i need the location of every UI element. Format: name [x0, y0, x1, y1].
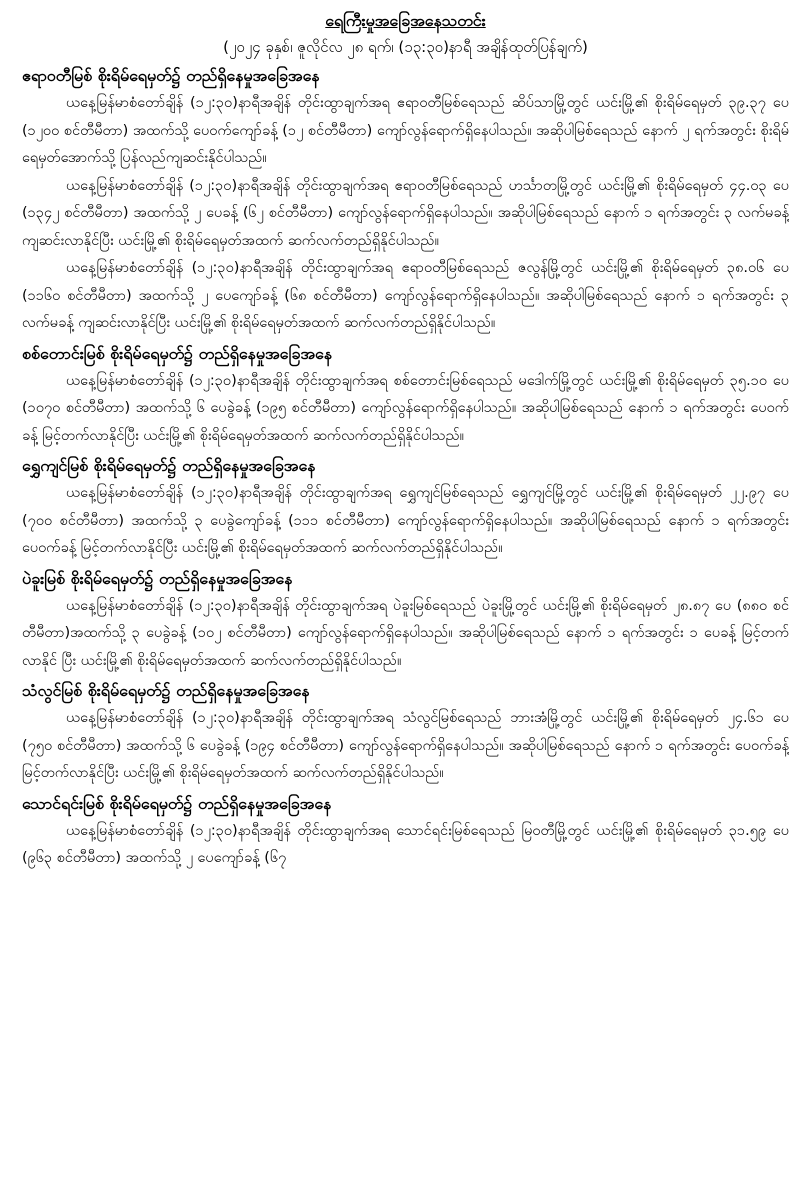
section-heading: ဧရာဝတီမြစ် စိုးရိမ်ရေမှတ်၌ တည်ရှိနေမှုအခြေအနေ	[22, 66, 320, 85]
section-thanlwin	[22, 677, 789, 788]
section-heading: ပဲခူးမြစ် စိုးရိမ်ရေမှတ်၌ တည်ရှိနေမှုအခြေအနေ	[22, 568, 293, 588]
document-subtitle: (၂၀၂၄ ခုနှစ်၊ ဇူလိုင်လ ၂၈ ရက်၊ (၁၃:၃၀)နာရီ အချိန်ထုတ်ပြန်ချက်)	[223, 38, 588, 56]
section-irrawaddy	[22, 62, 789, 338]
section-thaungyin	[22, 790, 789, 873]
paragraph: ယနေ့မြန်မာစံတော်ချိန် (၁၂:၃၀)နာရီအချိန် တိုင်းထွာချက်အရ ပဲခူးမြစ်ရေသည် ပဲခူးမြို့တွင် ယင်းမြို့၏ စိုးရိမ်ရေမှတ် ၂၈.၈၇ ပေ (၈၈၀ စင်တီမီတာ)အထက်သို့ ၃ ပေခွဲခန့် (၁၀၂ စင်တီမီတာ) ကျော်လွန်ရောက်ရှိနေပါသည်။ အဆိုပါမြစ်ရေသည် နောက် ၁ ရက်အတွင်း ၁ ပေခန့် မြင့်တက်လာနိုင် ပြီး ယင်းမြို့၏ စိုးရိမ်ရေမှတ်အထက် ဆက်လက်တည်ရှိနိုင်ပါသည်။	[22, 597, 789, 669]
section-bago	[22, 565, 789, 676]
paragraph: ယနေ့မြန်မာစံတော်ချိန် (၁၂:၃၀)နာရီအချိန် တိုင်းထွာချက်အရ သောင်ရင်းမြစ်ရေသည် မြဝတီမြို့တွင် ယင်းမြို့၏ စိုးရိမ်ရေမှတ် ၃၁.၅၉ ပေ (၉၆၃ စင်တီမီတာ) အထက်သို့ ၂ ပေကျော်ခန့် (၆၇	[22, 822, 789, 866]
paragraph: ယနေ့မြန်မာစံတော်ချိန် (၁၂:၃၀)နာရီအချိန် တိုင်းထွာချက်အရ ဧရာဝတီမြစ်ရေသည် ဆိပ်သာမြို့တွင် ယင်းမြို့၏ စိုးရိမ်ရေမှတ် ၃၉.၃၇ ပေ (၁၂၀၀ စင်တီမီတာ) အထက်သို့ ပေ၀က်ကျော်ခန့် (၁၂ စင်တီမီတာ) ကျော်လွန်ရောက်ရှိနေပါသည်။ အဆိုပါမြစ်ရေသည် နောက် ၂ ရက်အတွင်း စိုးရိမ်ရေမှတ်အောက်သို့ ပြန်လည်ကျဆင်းနိုင်ပါသည်။	[22, 95, 789, 166]
document-title: ရေကြီးမှုအခြေအနေသတင်း	[325, 11, 486, 30]
section-sittaung	[22, 340, 789, 451]
paragraph: ယနေ့မြန်မာစံတော်ချိန် (၁၂:၃၀)နာရီအချိန် တိုင်းထွာချက်အရ ရွှေကျင်မြစ်ရေသည် ရွှေကျင်မြို့တွင် ယင်းမြို့၏ စိုးရိမ်ရေမှတ် ၂၂.၉၇ ပေ (၇၀၀ စင်တီမီတာ) အထက်သို့ ၃ ပေခွဲကျော်ခန့် (၁၁၁ စင်တီမီတာ) ကျော်လွန်ရောက်ရှိနေပါသည်။ အဆိုပါမြစ်ရေသည် နောက် ၁ ရက်အတွင်း ပေ၀က်ခန့် မြင့်တက်လာနိုင်ပြီး ယင်းမြို့၏ စိုးရိမ်ရေမှတ်အထက် ဆက်လက်တည်ရှိနိုင်ပါသည်။	[22, 485, 789, 556]
paragraph: ယနေ့မြန်မာစံတော်ချိန် (၁၂:၃၀)နာရီအချိန် တိုင်းထွာချက်အရ ဧရာဝတီမြစ်ရေသည် ဟင်္သာတမြို့တွင် ယင်းမြို့၏ စိုးရိမ်ရေမှတ် ၄၄.၀၃ ပေ (၁၃၄၂ စင်တီမီတာ) အထက်သို့ ၂ ပေခန့် (၆၂ စင်တီမီတာ) ကျော်လွန်ရောက်ရှိနေပါသည်။ အဆိုပါမြစ်ရေသည် နောက် ၁ ရက်အတွင်း ၃ လက်မခန့် ကျဆင်းလာနိုင်ပြီး ယင်းမြို့၏ စိုးရိမ်ရေမှတ်အထက် ဆက်လက်တည်ရှိနိုင်ပါသည်။	[22, 177, 789, 249]
paragraph: ယနေ့မြန်မာစံတော်ချိန် (၁၂:၃၀)နာရီအချိန် တိုင်းထွာချက်အရ စစ်တောင်းမြစ်ရေသည် မဒေါက်မြို့တွင် ယင်းမြို့၏ စိုးရိမ်ရေမှတ် ၃၅.၁၀ ပေ (၁၀၇၀ စင်တီမီတာ) အထက်သို့ ၆ ပေခွဲခန့် (၁၉၅ စင်တီမီတာ) ကျော်လွန်ရောက်ရှိနေပါသည်။ အဆိုပါမြစ်ရေသည် နောက် ၁ ရက်အတွင်း ပေ၀က်ခန့် မြင့်တက်လာနိုင်ပြီး ယင်းမြို့၏ စိုးရိမ်ရေမှတ်အထက် ဆက်လက်တည်ရှိနိုင်ပါသည်။	[22, 372, 789, 444]
section-heading: သောင်ရင်းမြစ် စိုးရိမ်ရေမှတ်၌ တည်ရှိနေမှုအခြေအနေ	[22, 793, 332, 813]
section-heading: စစ်တောင်းမြစ် စိုးရိမ်ရေမှတ်၌ တည်ရှိနေမှုအခြေအနေ	[22, 343, 332, 363]
section-heading: သံလွင်မြစ် စိုးရိမ်ရေမှတ်၌ တည်ရှိနေမှုအခြေအနေ	[22, 681, 310, 700]
document-page	[22, 8, 789, 1196]
paragraph: ယနေ့မြန်မာစံတော်ချိန် (၁၂:၃၀)နာရီအချိန် တိုင်းထွာချက်အရ ဧရာဝတီမြစ်ရေသည် ဇလွန်မြို့တွင် ယင်းမြို့၏ စိုးရိမ်ရေမှတ် ၃၈.၀၆ ပေ (၁၁၆၀ စင်တီမီတာ) အထက်သို့ ၂ ပေကျော်ခန့် (၆၈ စင်တီမီတာ) ကျော်လွန်ရောက်ရှိနေပါသည်။ အဆိုပါမြစ်ရေသည် နောက် ၁ ရက်အတွင်း ၃ လက်မခန့် ကျဆင်းလာနိုင်ပြီး ယင်းမြို့၏ စိုးရိမ်ရေမှတ်အထက် ဆက်လက်တည်ရှိနိုင်ပါသည်။	[22, 260, 789, 331]
section-heading: ရွှေကျင်မြစ် စိုးရိမ်ရေမှတ်၌ တည်ရှိနေမှုအခြေအနေ	[22, 456, 316, 475]
section-shwegyin	[22, 452, 789, 563]
paragraph: ယနေ့မြန်မာစံတော်ချိန် (၁၂:၃၀)နာရီအချိန် တိုင်းထွာချက်အရ သံလွင်မြစ်ရေသည် ဘားအံမြို့တွင် ယင်းမြို့၏ စိုးရိမ်ရေမှတ် ၂၄.၆၁ ပေ (၇၅၀ စင်တီမီတာ) အထက်သို့ ၆ ပေခွဲခန့် (၁၉၄ စင်တီမီတာ) ကျော်လွန်ရောက်ရှိနေပါသည်။ အဆိုပါမြစ်ရေသည် နောက် ၁ ရက်အတွင်း ပေ၀က်ခန့် မြင့်တက်လာနိုင်ပြီး ယင်းမြို့၏ စိုးရိမ်ရေမှတ်အထက် ဆက်လက်တည်ရှိနိုင်ပါသည်။	[22, 710, 789, 781]
